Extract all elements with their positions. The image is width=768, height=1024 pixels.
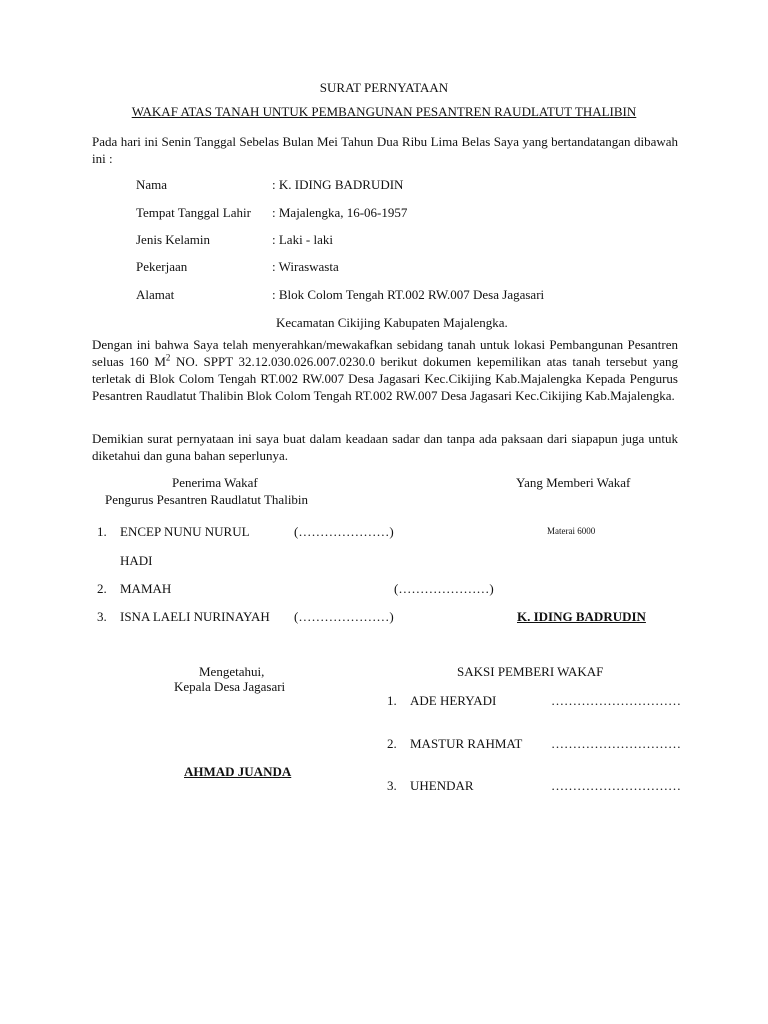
identity-value-jenis-kelamin: : Laki - laki — [272, 232, 334, 247]
statement-text-b: NO. SPPT 32.12.030.026.007.0230.0 berikut dokumen kepemilikan atas tanah tersebut yang terletak di Blok Colom Tengah RT.002 RW.007 Desa Jagasari Kec.Cikijing Kab.Majalengka Kepada Pengurus Pesantren Raudlatut Thalibin Blok Colom Tengah RT.002 RW.007 Desa Jagasari Kec.Cikijing Kab.Majalengka. — [92, 354, 678, 403]
identity-value-nama: : K. IDING BADRUDIN — [272, 177, 404, 192]
identity-label-alamat: Alamat — [136, 287, 175, 302]
identity-value-ttl: : Majalengka, 16-06-1957 — [272, 205, 408, 220]
receiver-num-1: 1. — [97, 524, 107, 539]
receiver-org: Pengurus Pesantren Raudlatut Thalibin — [105, 492, 309, 507]
identity-label-jenis-kelamin: Jenis Kelamin — [136, 232, 211, 247]
acknowledge-heading: Mengetahui, — [199, 664, 265, 679]
giver-name: K. IDING BADRUDIN — [517, 609, 646, 624]
identity-value-alamat: : Blok Colom Tengah RT.002 RW.007 Desa Jagasari — [272, 287, 545, 302]
closing-paragraph: Demikian surat pernyataan ini saya buat dalam keadaan sadar dan tanpa ada paksaan dari siapapun juga untuk diketahui dan guna bahan seperlunya. — [92, 431, 678, 463]
statement-paragraph — [92, 336, 678, 404]
receiver-sign-3: (…………………) — [294, 609, 394, 624]
receiver-num-2: 2. — [97, 581, 107, 596]
receiver-sign-2: (…………………) — [394, 581, 494, 596]
witness-sign-1: ………………………… — [551, 693, 681, 708]
witness-num-3: 3. — [387, 778, 397, 793]
intro-paragraph: Pada hari ini Senin Tanggal Sebelas Bulan Mei Tahun Dua Ribu Lima Belas Saya yang bertandatangan dibawah ini : — [92, 134, 678, 166]
receiver-name-1: ENCEP NUNU NURUL — [120, 524, 250, 539]
witness-name-2: MASTUR RAHMAT — [410, 736, 523, 751]
witness-num-1: 1. — [387, 693, 397, 708]
witness-sign-2: ………………………… — [551, 736, 681, 751]
village-head-name: AHMAD JUANDA — [184, 764, 292, 779]
acknowledge-role: Kepala Desa Jagasari — [174, 679, 286, 694]
stamp-duty-label: Materai 6000 — [547, 526, 596, 536]
witness-name-1: ADE HERYADI — [410, 693, 497, 708]
giver-heading: Yang Memberi Wakaf — [516, 475, 631, 490]
receiver-num-3: 3. — [97, 609, 107, 624]
identity-value-pekerjaan: : Wiraswasta — [272, 259, 339, 274]
witness-heading: SAKSI PEMBERI WAKAF — [457, 664, 604, 679]
witness-name-3: UHENDAR — [410, 778, 474, 793]
statement-text-a: Dengan ini bahwa Saya telah menyerahkan/mewakafkan sebidang tanah untuk lokasi Pembangunan Pesantren seluas 160 M — [92, 337, 678, 369]
identity-label-pekerjaan: Pekerjaan — [136, 259, 188, 274]
document-title: SURAT PERNYATAAN — [319, 80, 449, 95]
document-subtitle: WAKAF ATAS TANAH UNTUK PEMBANGUNAN PESANTREN RAUDLATUT THALIBIN — [131, 104, 637, 119]
address-line-2: Kecamatan Cikijing Kabupaten Majalengka. — [276, 315, 508, 330]
witness-sign-3: ………………………… — [551, 778, 681, 793]
receiver-name-1-cont: HADI — [120, 553, 153, 568]
receiver-sign-1: (…………………) — [294, 524, 394, 539]
receiver-name-2: MAMAH — [120, 581, 172, 596]
statement-superscript: 2 — [165, 352, 171, 363]
receiver-name-3: ISNA LAELI NURINAYAH — [120, 609, 270, 624]
receiver-heading: Penerima Wakaf — [172, 475, 258, 490]
identity-label-nama: Nama — [136, 177, 168, 192]
witness-num-2: 2. — [387, 736, 397, 751]
identity-label-ttl: Tempat Tanggal Lahir — [136, 205, 251, 220]
